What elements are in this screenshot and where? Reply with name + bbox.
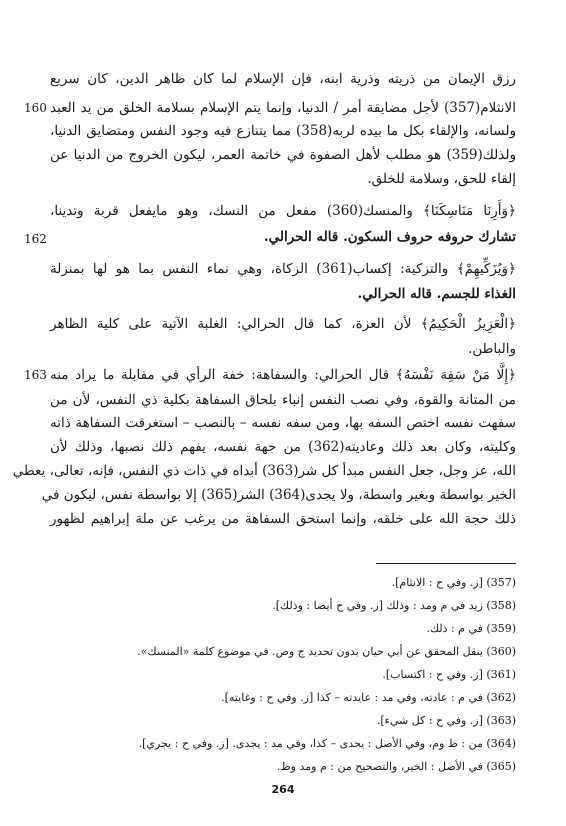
verse-number: 160	[24, 101, 47, 115]
verse-number: 162	[24, 232, 47, 246]
body-line: من المتانة والقوة، وفي نصب النفس إنباء بلحاق السفاهة بكلية ذي النفس، لأن من	[50, 392, 516, 408]
body-line: ﴿الْعَزِيزُ الْحَكِيمُ﴾ لأن العزة، كما قال الحرالي: الغلبة الآتية على كلية الظاهر	[50, 316, 516, 332]
body-line: وكليته، وكان بعد ذلك وعاديته(362) من جهة نفسه، يفهم ذلك نصبها، وذلك لأن	[50, 439, 516, 455]
body-line: ولذلك(359) هو مطلب لأهل الصفوة في خاتمة العمر، ليكون الخروج من الدنيا عن	[50, 147, 516, 163]
body-line: ذلك حجة الله على خلقه، وإنما استحق السفاهة من يرغب عن ملة إبراهيم لظهور	[50, 511, 516, 527]
verse-number: 163	[24, 368, 47, 382]
footnote: (364) من : ظ وم، وفي الأصل : يحدى – كذا، وفي مد : يجدى. [ز. وفي ح : يجري].	[138, 737, 516, 750]
body-line: الانثلام(357) لأجل مضايقة أمر / الدنيا، وإنما يتم الإسلام بسلامة الخلق من يد العبد	[50, 100, 516, 116]
footnote-separator	[376, 563, 516, 564]
body-line: إلقاء للحق، وسلامة للخلق.	[367, 171, 516, 187]
body-line: الله، عز وجل، جعل النفس مبدأ كل شر(363) أبداه في ذات ذي النفس، فإنه، تعالى، يعطي	[12, 463, 516, 479]
body-line: الغذاء للجسم. قاله الحرالي.	[357, 286, 516, 302]
body-line: ﴿وَيُزَكِّيهِمْ﴾ والتزكية: إكساب(361) الزكاة، وهي نماء النفس بما هو لها بمنزلة	[50, 261, 516, 277]
body-line: ﴿إِلَّا مَنْ سَفِهَ نَفْسَهُ﴾ قال الحرالي: والسفاهة: خفة الرأي في مقابلة ما يراد منه	[50, 367, 516, 383]
body-line: سفهت نفسه اختص السفه بها، ومن سفه نفسه – بالنصب – استغرقت السفاهة ذاته	[50, 415, 516, 431]
footnote: (358) زيد في م ومد : وذلك [ز. وفي ح أيضا : وذلك].	[272, 599, 516, 612]
footnote: (362) في م : عادته، وفي مد : عايدته – كذا [ز. وفي ح : وغايته].	[221, 691, 516, 704]
footnote: (365) في الأصل : الخير، والتصحيح من : م ومد وظ.	[277, 760, 516, 773]
body-line: تشارك حروفه حروف السكون. قاله الحرالي.	[263, 229, 516, 245]
body-line: ولسانه، والإلقاء بكل ما بيده لربه(358) مما يتنازع فيه وجود النفس ومتضايق الدنيا،	[50, 123, 516, 139]
body-line: رزق الإيمان من ذريته وذرية ابنه، فإن الإسلام لما كان ظاهر الدين، كان سريع	[50, 71, 516, 87]
body-line: والباطن.	[468, 341, 516, 357]
footnote: (363) [ز. وفي ح : كل شيء].	[376, 714, 516, 727]
footnote: (359) في م : ذلك.	[426, 622, 516, 635]
footnote: (357) [ز. وفي ح : الانثام].	[391, 576, 516, 589]
footnote: (360) ينقل المحقق عن أبي حيان بدون تحديد ج وص. في موضوع كلمة «المنسك».	[137, 645, 516, 658]
page-number: 264	[271, 783, 295, 796]
body-line: ﴿وَأَرِنَا مَنَاسِكَنَا﴾ والمنسك(360) مفعل من النسك، وهو مايفعل قربة وتدينا،	[50, 203, 516, 219]
footnote: (361) [ز. وفي ح : اكتساب].	[382, 668, 516, 681]
body-line: الخير بواسطة وبغير واسطة، ولا يجدى(364) الشر(365) إلا بواسطة نفس، ليكون في	[41, 487, 516, 503]
